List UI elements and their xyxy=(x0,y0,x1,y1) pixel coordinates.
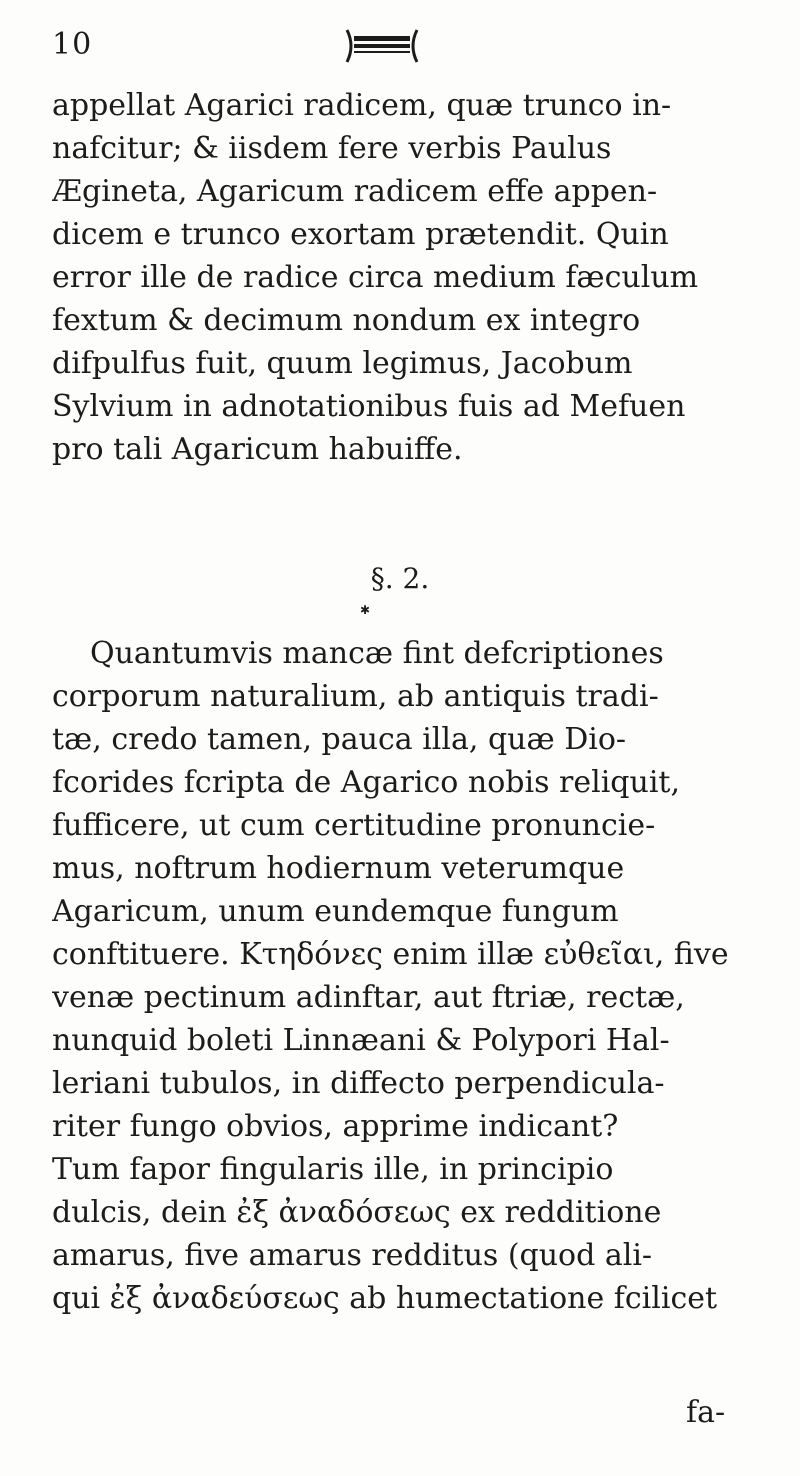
catchword: fa- xyxy=(686,1395,726,1430)
printers-ornament-icon xyxy=(307,26,457,66)
text-line: Ægineta, Agaricum radicem effe appen- xyxy=(52,174,658,209)
text-line: dicem e trunco exortam prætendit. Quin xyxy=(52,217,669,252)
text-line: fcorides fcripta de Agarico nobis reliquit, xyxy=(52,765,681,800)
text-line: nafcitur; & iisdem fere verbis Paulus xyxy=(52,131,612,166)
text-line: dulcis, dein ἐξ ἀναδόσεως ex redditione xyxy=(52,1195,662,1230)
text-line: appellat Agarici radicem, quæ trunco in- xyxy=(52,88,672,123)
text-line: Agaricum, unum eundemque fungum xyxy=(52,894,619,929)
page-header xyxy=(52,22,752,70)
text-line: amarus, five amarus redditus (quod ali- xyxy=(52,1238,653,1273)
text-line: conftituere. Κτηδόνες enim illæ εὐθεῖαι, five xyxy=(52,937,729,972)
text-line: Quantumvis mancæ fint defcriptiones xyxy=(90,636,664,671)
text-line: error ille de radice circa medium fæculum xyxy=(52,260,699,295)
text-line: fextum & decimum nondum ex integro xyxy=(52,303,641,338)
paragraph-2 xyxy=(52,632,764,1320)
asterisk-icon: ✱ xyxy=(360,603,371,617)
text-line: difpulfus fuit, quum legimus, Jacobum xyxy=(52,346,633,381)
text-line: venæ pectinum adinftar, aut ftriæ, rectæ, xyxy=(52,980,685,1015)
text-line: qui ἐξ ἀναδεύσεως ab humectatione fcilicet xyxy=(52,1281,718,1316)
text-line: Sylvium in adnotationibus fuis ad Mefuen xyxy=(52,389,686,424)
paragraph-1 xyxy=(52,84,764,471)
text-line: leriani tubulos, in diffecto perpendicula- xyxy=(52,1066,665,1101)
text-line: pro tali Agaricum habuiffe. xyxy=(52,432,463,467)
text-line: mus, noftrum hodiernum veterumque xyxy=(52,851,625,886)
text-line: fufficere, ut cum certitudine pronuncie- xyxy=(52,808,656,843)
text-line: tæ, credo tamen, pauca illa, quæ Dio- xyxy=(52,722,627,757)
text-line: riter fungo obvios, apprime indicant? xyxy=(52,1109,619,1144)
text-line: nunquid boleti Linnæani & Polypori Hal- xyxy=(52,1023,670,1058)
text-line: corporum naturalium, ab antiquis tradi- xyxy=(52,679,659,714)
page-number: 10 xyxy=(52,27,93,62)
section-heading: §. 2. xyxy=(370,562,430,595)
text-line: Tum fapor fingularis ille, in principio xyxy=(52,1152,614,1187)
